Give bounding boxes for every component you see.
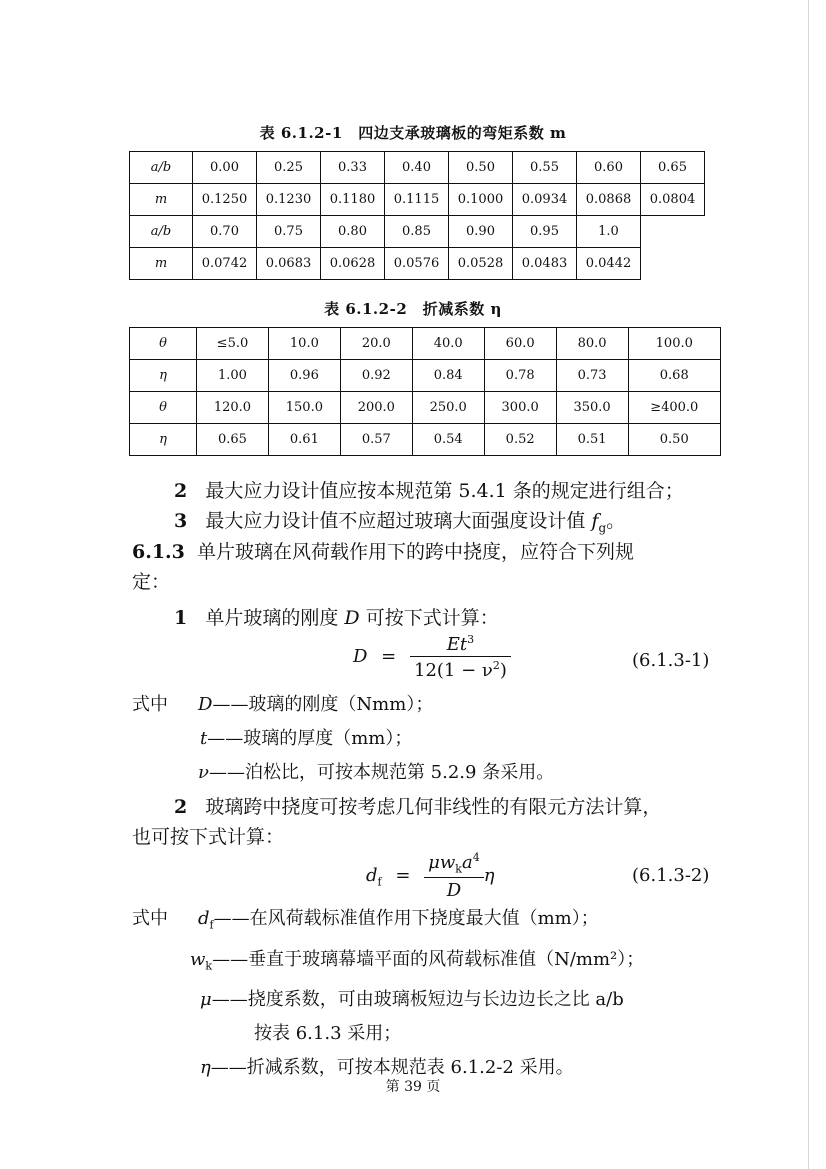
sub-item-1-text: 单片玻璃的刚度 bbox=[205, 607, 339, 629]
table-row bbox=[130, 328, 721, 360]
eq2-tail: η bbox=[483, 864, 495, 886]
def-symbol-sub: k bbox=[205, 959, 213, 973]
eq2-lhs-sub: f bbox=[377, 875, 382, 889]
table-cell: 1.0 bbox=[577, 216, 641, 248]
table-row bbox=[130, 424, 721, 456]
def-symbol-sub: f bbox=[209, 918, 214, 932]
def-symbol: η bbox=[200, 1057, 211, 1079]
row-header-cell: m bbox=[130, 184, 193, 216]
table-cell: 10.0 bbox=[268, 328, 340, 360]
definitions-1-lead: 式中 bbox=[132, 694, 168, 715]
table-cell: 0.65 bbox=[197, 424, 269, 456]
clause-number: 6.1.3 bbox=[132, 541, 185, 563]
table-cell: 0.00 bbox=[193, 152, 257, 184]
eq1-numerator-text: Et bbox=[446, 634, 468, 655]
def-description: ——在风荷载标准值作用下挠度最大值（mm）； bbox=[213, 908, 599, 929]
def-description: ——玻璃的刚度（Nmm）； bbox=[212, 694, 434, 715]
def-symbol: ν bbox=[198, 762, 209, 783]
eq1-number: (6.1.3-1) bbox=[632, 650, 710, 671]
table-cell: 120.0 bbox=[197, 392, 269, 424]
table-row bbox=[130, 248, 705, 280]
sub-item-2-continuation: 也可按下式计算： bbox=[132, 826, 285, 848]
table-cell: 0.78 bbox=[484, 360, 556, 392]
page-edge-line bbox=[808, 0, 809, 1169]
table-cell: 300.0 bbox=[484, 392, 556, 424]
table-cell: 0.57 bbox=[340, 424, 412, 456]
eq1-denominator-sup: 2 bbox=[492, 659, 500, 672]
table-cell: 0.50 bbox=[628, 424, 720, 456]
table-cell: 0.92 bbox=[340, 360, 412, 392]
table-cell: 0.95 bbox=[513, 216, 577, 248]
table-cell: 40.0 bbox=[412, 328, 484, 360]
table-cell: 0.0442 bbox=[577, 248, 641, 280]
clause-6-1-3 bbox=[132, 537, 634, 567]
row-header-cell: a/b bbox=[130, 152, 193, 184]
item-3-end: 。 bbox=[606, 510, 626, 532]
table-cell: 0.1000 bbox=[449, 184, 513, 216]
table-cell: 0.1115 bbox=[385, 184, 449, 216]
sub-item-2-text: 玻璃跨中挠度可按考虑几何非线性的有限元方法计算， bbox=[205, 796, 662, 818]
item-2-text: 最大应力设计值应按本规范第 5.4.1 条的规定进行组合； bbox=[205, 480, 684, 502]
table-moment-coefficient bbox=[129, 151, 705, 280]
empty-cell bbox=[641, 248, 705, 280]
table-cell: 0.0483 bbox=[513, 248, 577, 280]
table1-caption: 表 6.1.2-1 四边支承玻璃板的弯矩系数 m bbox=[259, 124, 567, 142]
table-cell: 0.0576 bbox=[385, 248, 449, 280]
eq1-denominator bbox=[410, 657, 511, 681]
def-description: ——挠度系数，可由玻璃板短边与长边边长之比 a/b bbox=[211, 989, 624, 1011]
eq2-numerator-tail: a bbox=[461, 852, 473, 873]
definition-row bbox=[132, 983, 644, 1017]
sub-item-2-number: 2 bbox=[174, 796, 188, 818]
definition-row bbox=[132, 902, 644, 943]
table-cell: 60.0 bbox=[484, 328, 556, 360]
definition-row bbox=[132, 756, 554, 790]
eq2-numerator-text: μw bbox=[428, 852, 456, 873]
item-2-number: 2 bbox=[174, 480, 188, 502]
sub-item-2 bbox=[174, 792, 661, 822]
eq2-fraction bbox=[424, 851, 484, 901]
row-header-cell: θ bbox=[130, 328, 197, 360]
table-reduction-factor bbox=[129, 327, 721, 456]
table-cell: 1.00 bbox=[197, 360, 269, 392]
table-cell: 20.0 bbox=[340, 328, 412, 360]
definitions-1 bbox=[132, 688, 554, 790]
def-symbol: d bbox=[198, 908, 210, 929]
page-number: 第 39 页 bbox=[385, 1079, 441, 1095]
table-cell: 0.1180 bbox=[321, 184, 385, 216]
definitions-2-lead: 式中 bbox=[132, 908, 168, 929]
table-cell: 350.0 bbox=[556, 392, 628, 424]
sub-item-1 bbox=[174, 603, 499, 633]
table-row bbox=[130, 184, 705, 216]
item-3-text: 最大应力设计值不应超过玻璃大面强度设计值 bbox=[205, 510, 586, 532]
row-header-cell: η bbox=[130, 424, 197, 456]
table-cell: 0.25 bbox=[257, 152, 321, 184]
table-cell: 0.68 bbox=[628, 360, 720, 392]
def-description: ——玻璃的厚度（mm）； bbox=[207, 728, 413, 749]
def-description: ——泊松比，可按本规范第 5.2.9 条采用。 bbox=[208, 762, 555, 783]
clause-text: 单片玻璃在风荷载作用下的跨中挠度，应符合下列规 bbox=[196, 541, 634, 563]
equation-6-1-3-2 bbox=[366, 851, 494, 901]
eq1-numerator-sup: 3 bbox=[467, 633, 475, 646]
clause-continuation: 定： bbox=[132, 571, 171, 593]
table-cell: 0.90 bbox=[449, 216, 513, 248]
table-cell: 0.0628 bbox=[321, 248, 385, 280]
definition-row bbox=[132, 1017, 644, 1051]
def-symbol: w bbox=[190, 948, 206, 970]
definition-row bbox=[132, 688, 554, 722]
table-cell: 200.0 bbox=[340, 392, 412, 424]
table-cell: ≥400.0 bbox=[628, 392, 720, 424]
item-2 bbox=[174, 476, 684, 506]
eq2-number: (6.1.3-2) bbox=[632, 865, 710, 886]
table-cell: 0.61 bbox=[268, 424, 340, 456]
def-symbol: D bbox=[198, 694, 213, 715]
eq2-denominator: D bbox=[446, 879, 462, 901]
table-cell: 0.0868 bbox=[577, 184, 641, 216]
table-cell: 0.40 bbox=[385, 152, 449, 184]
item-3-symbol: f bbox=[591, 510, 599, 532]
item-3-symbol-sub: g bbox=[598, 520, 607, 535]
def-symbol: μ bbox=[200, 989, 212, 1011]
sub-item-1-symbol: D bbox=[344, 607, 360, 629]
eq1-numerator bbox=[410, 633, 511, 657]
row-header-cell: θ bbox=[130, 392, 197, 424]
equation-6-1-3-1 bbox=[353, 633, 511, 681]
table-cell: 0.70 bbox=[193, 216, 257, 248]
table-cell: 0.0683 bbox=[257, 248, 321, 280]
definitions-2 bbox=[132, 902, 644, 1085]
table-cell: 80.0 bbox=[556, 328, 628, 360]
table-cell: 0.54 bbox=[412, 424, 484, 456]
eq2-numerator bbox=[424, 851, 484, 878]
eq1-equals: = bbox=[381, 646, 397, 667]
def-description: ——折减系数，可按本规范表 6.1.2-2 采用。 bbox=[210, 1057, 574, 1079]
table-cell: 0.85 bbox=[385, 216, 449, 248]
table-cell: 0.52 bbox=[484, 424, 556, 456]
table-cell: 0.75 bbox=[257, 216, 321, 248]
eq1-denominator-text: 12(1 − ν bbox=[414, 660, 493, 681]
sub-item-1-number: 1 bbox=[174, 607, 188, 629]
item-3-number: 3 bbox=[174, 510, 188, 532]
row-header-cell: m bbox=[130, 248, 193, 280]
table-row bbox=[130, 392, 721, 424]
empty-cell bbox=[641, 216, 705, 248]
eq1-lhs: D bbox=[353, 646, 368, 667]
table-cell: 0.0934 bbox=[513, 184, 577, 216]
table-cell: 0.73 bbox=[556, 360, 628, 392]
table-cell: ≤5.0 bbox=[197, 328, 269, 360]
table-cell: 100.0 bbox=[628, 328, 720, 360]
table-cell: 0.51 bbox=[556, 424, 628, 456]
table-cell: 0.0528 bbox=[449, 248, 513, 280]
table-cell: 0.0804 bbox=[641, 184, 705, 216]
def-description: ——垂直于玻璃幕墙平面的风荷载标准值（N/mm²）； bbox=[212, 948, 645, 970]
table-cell: 250.0 bbox=[412, 392, 484, 424]
def-description-cont: 按表 6.1.3 采用； bbox=[254, 1023, 402, 1045]
row-header-cell: η bbox=[130, 360, 197, 392]
table-cell: 0.1230 bbox=[257, 184, 321, 216]
table-cell: 150.0 bbox=[268, 392, 340, 424]
table-cell: 0.65 bbox=[641, 152, 705, 184]
table-cell: 0.0742 bbox=[193, 248, 257, 280]
table-cell: 0.80 bbox=[321, 216, 385, 248]
definition-row bbox=[132, 943, 644, 984]
sub-item-1-text2: 可按下式计算： bbox=[365, 607, 499, 629]
table-row bbox=[130, 216, 705, 248]
table-cell: 0.33 bbox=[321, 152, 385, 184]
table-cell: 0.60 bbox=[577, 152, 641, 184]
eq2-lhs: d bbox=[366, 864, 378, 886]
table-cell: 0.50 bbox=[449, 152, 513, 184]
table-cell: 0.84 bbox=[412, 360, 484, 392]
row-header-cell: a/b bbox=[130, 216, 193, 248]
table-row bbox=[130, 360, 721, 392]
table-cell: 0.1250 bbox=[193, 184, 257, 216]
eq2-numerator-sub: k bbox=[455, 862, 462, 876]
definition-row bbox=[132, 722, 554, 756]
eq1-fraction bbox=[410, 633, 511, 681]
table-cell: 0.96 bbox=[268, 360, 340, 392]
eq2-numerator-sup: 4 bbox=[472, 851, 480, 864]
def-symbol: t bbox=[200, 728, 208, 749]
eq2-equals: = bbox=[395, 864, 411, 886]
eq1-denominator-close: ) bbox=[499, 660, 507, 681]
table-cell: 0.55 bbox=[513, 152, 577, 184]
table2-caption: 表 6.1.2-2 折减系数 η bbox=[324, 300, 502, 318]
table-row bbox=[130, 152, 705, 184]
